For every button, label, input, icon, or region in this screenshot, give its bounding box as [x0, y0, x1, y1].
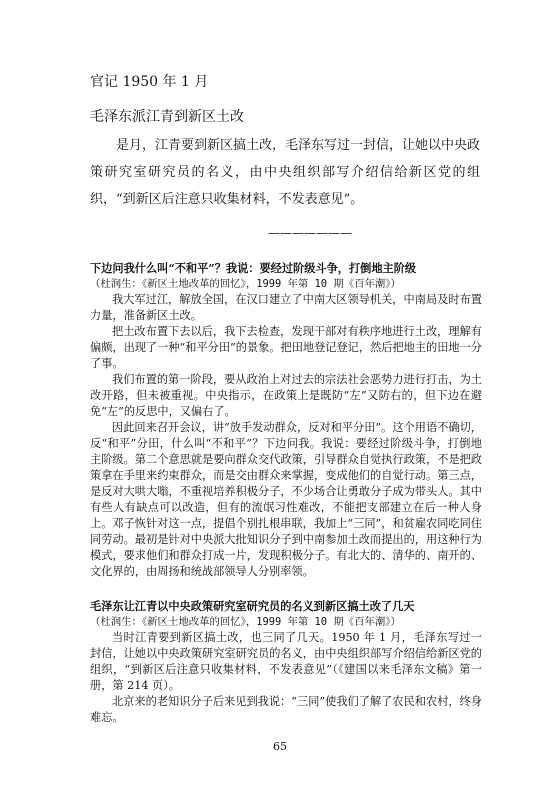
entry-paragraph: 是月，江青要到新区搞土改，毛泽东写过一封信，让她以中央政策研究室研究员的名义，由中央组织部写介绍信给新区党的组织，“到新区后注意只收集材料，不发表意见”。	[90, 138, 481, 207]
section-source: （杜润生：《新区土地改革的回忆》，1999 年第 10 期《百年潮》）	[90, 616, 401, 628]
paragraph: 我大军过江，解放全国，在汉口建立了中南大区领导机关，中南局及时布置力量，准备新区土改。	[90, 293, 482, 322]
section-title: 毛泽东让江青以中央政策研究室研究员的名义到新区搞土改了几天	[90, 599, 415, 613]
document-body	[90, 260, 482, 726]
entry-subheading: 毛泽东派江青到新区土改	[90, 109, 244, 125]
section-source: （杜润生：《新区土地改革的回忆》，1999 年第 10 期《百年潮》）	[90, 278, 401, 290]
paragraph: 北京来的老知识分子后来见到我说：“三同”使我们了解了农民和农村，终身难忘。	[90, 695, 482, 724]
entry-date-heading: 官记 1950 年 1 月	[90, 74, 209, 90]
section-divider: ———————	[268, 226, 352, 240]
section-title: 下边问我什么叫“不和平”？我说：要经过阶级斗争，打倒地主阶级	[90, 261, 417, 275]
paragraph: 因此回来召开会议，讲“放手发动群众，反对和平分田”。这个用语不确切，反“和平”分田，什么叫“不和平”？下边问我。我说：要经过阶级斗争，打倒地主阶级。第二个意思就是要向群众交代政策，引导群众自觉执行政策，不是把政策拿在手里来约束群众，而是交由群众来掌握，变成他们的自觉行动。第三点，是反对大哄大嗡，不重视培养积极分子，不少场合让勇敢分子成为带头人。其中有些人有缺点可以改造，但有的流氓习性难改，不能把支部建立在后一种人身上。邓子恢针对这一点，提倡个别扎根串联，我加上“三同”，和贫雇农同吃同住同劳动。最初是针对中央派大批知识分子到中南参加土改而提出的，用这种行为模式，要求他们和群众打成一片，发现积极分子。有北大的、清华的、南开的、文化界的，由周扬和统战部领导人分别率领。	[90, 421, 482, 578]
paragraph: 把土改布置下去以后，我下去检查，发现干部对有秩序地进行土改，理解有偏颇，出现了一种“和平分田”的景象。把田地登记登记，然后把地主的田地一分了事。	[90, 325, 482, 370]
section-1	[90, 260, 482, 580]
section-2	[90, 598, 482, 726]
paragraph: 我们布置的第一阶段，要从政治上对过去的宗法社会恶势力进行打击，为土改开路，但未被重视。中央指示，在政策上是既防“左”又防右的，但下边在避免“左”的反思中，又偏右了。	[90, 373, 482, 418]
paragraph: 当时江青要到新区搞土改，也三同了几天。1950 年 1 月，毛泽东写过一封信，让她以中央政策研究室研究员的名义，由中央组织部写介绍信给新区党的组织，“到新区后注意只收集材料，不发表意见”（《建国以来毛泽东文稿》第一册，第 214 页）。	[90, 631, 482, 692]
page-number: 65	[273, 740, 287, 753]
